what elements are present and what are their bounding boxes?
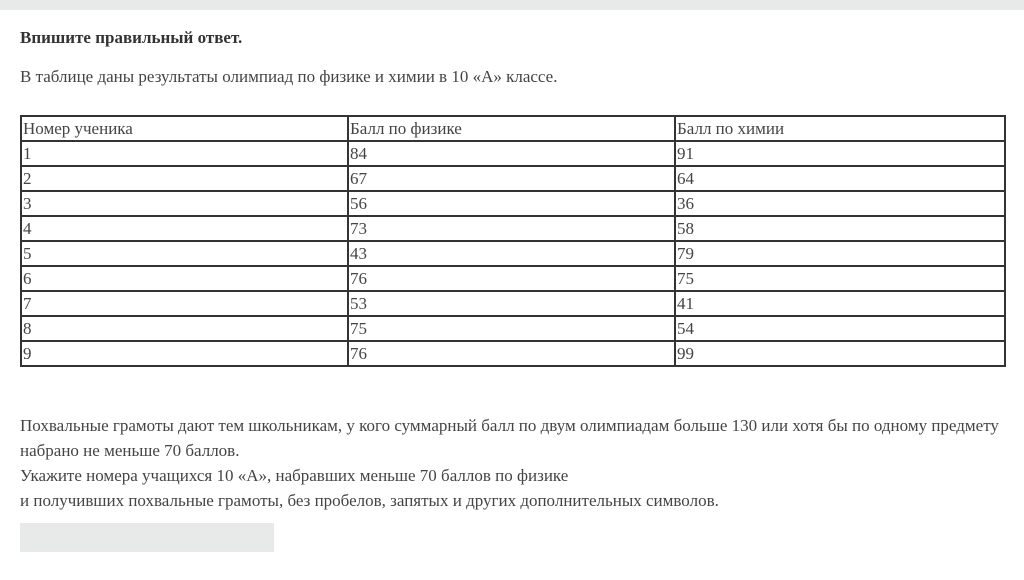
physics-score-cell: 43 [348,241,675,266]
student-number-cell: 3 [21,191,348,216]
physics-score-cell: 53 [348,291,675,316]
question-text-line2: и получивших похвальные грамоты, без пробелов, запятых и других дополнительных символов. [20,491,719,510]
student-number-cell: 7 [21,291,348,316]
student-number-cell: 8 [21,316,348,341]
physics-score-cell: 76 [348,266,675,291]
student-number-cell: 2 [21,166,348,191]
table-row [21,291,1005,316]
table-row [21,341,1005,366]
physics-score-cell: 56 [348,191,675,216]
chemistry-score-cell: 54 [675,316,1005,341]
instruction-heading: Впишите правильный ответ. [20,28,243,47]
award-rule-text: Похвальные грамоты дают тем школьникам, у кого суммарный балл по двум олимпиадам больше 130 или хотя бы по одному предмету набрано не меньше 70 баллов. [20,416,999,460]
table-row [21,166,1005,191]
header-chemistry-score: Балл по химии [675,116,1005,141]
chemistry-score-cell: 75 [675,266,1005,291]
student-number-cell: 6 [21,266,348,291]
table-row [21,241,1005,266]
table-header-row [21,116,1005,141]
physics-score-cell: 67 [348,166,675,191]
chemistry-score-cell: 36 [675,191,1005,216]
table-row [21,191,1005,216]
physics-score-cell: 84 [348,141,675,166]
table-row [21,141,1005,166]
physics-score-cell: 75 [348,316,675,341]
student-number-cell: 1 [21,141,348,166]
chemistry-score-cell: 79 [675,241,1005,266]
table-row [21,216,1005,241]
table-row [21,316,1005,341]
student-number-cell: 9 [21,341,348,366]
answer-input[interactable] [20,523,274,552]
chemistry-score-cell: 91 [675,141,1005,166]
student-number-cell: 5 [21,241,348,266]
header-physics-score: Балл по физике [348,116,675,141]
chemistry-score-cell: 41 [675,291,1005,316]
question-text-line1: Укажите номера учащихся 10 «А», набравших меньше 70 баллов по физике [20,466,569,485]
task-condition [20,413,1010,513]
chemistry-score-cell: 64 [675,166,1005,191]
top-strip [0,0,1024,10]
physics-score-cell: 73 [348,216,675,241]
results-table [20,115,1006,367]
chemistry-score-cell: 99 [675,341,1005,366]
chemistry-score-cell: 58 [675,216,1005,241]
student-number-cell: 4 [21,216,348,241]
table-row [21,266,1005,291]
intro-text: В таблице даны результаты олимпиад по физике и химии в 10 «А» классе. [20,67,558,86]
header-student-number: Номер ученика [21,116,348,141]
physics-score-cell: 76 [348,341,675,366]
